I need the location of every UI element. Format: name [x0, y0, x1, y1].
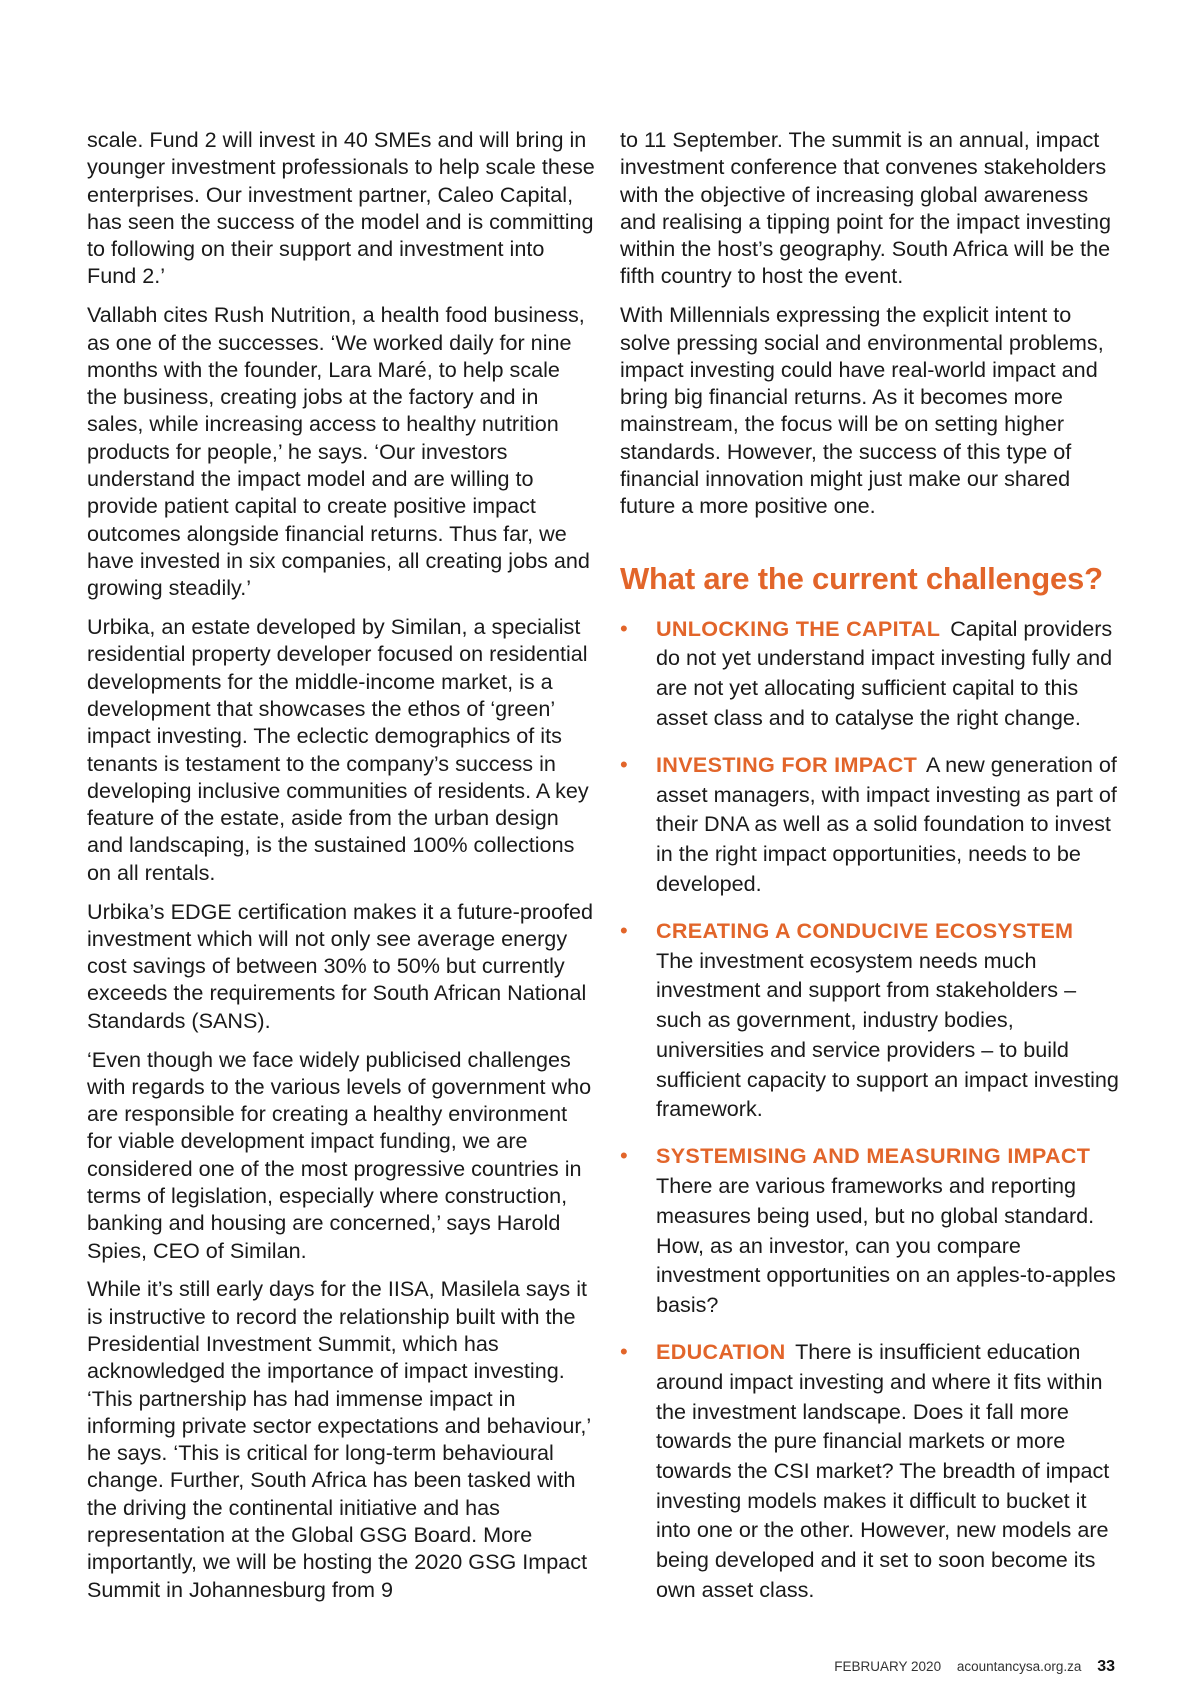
- challenge-keyword: UNLOCKING THE CAPITAL: [656, 615, 941, 641]
- paragraph-millennials: With Millennials expressing the explicit intent to solve pressing social and environmental problems, impact investing could have real-world impact and bring big financial returns. As it becomes more mainstream, the focus will be on setting higher standards. However, the success of this type of financial innovation might just make our shared future a more positive one.: [620, 302, 1104, 519]
- challenge-item-education: [620, 1337, 1120, 1604]
- challenges-heading: What are the current challenges?: [620, 560, 1103, 596]
- challenges-list: [620, 614, 1120, 1605]
- left-column: [87, 126, 595, 1614]
- challenge-text: There is insufficient education around impact investing and where it fits within the investment landscape. Does it fall more towards the pure financial markets or more towards the CSI market? The breadth of impact investing models makes it difficult to bucket it into one or the other. However, new models are being developed and it set to soon become its own asset class.: [656, 1339, 1110, 1602]
- page-number: 33: [1097, 1658, 1115, 1675]
- challenge-keyword: EDUCATION: [656, 1339, 786, 1365]
- paragraph-fund2: scale. Fund 2 will invest in 40 SMEs and will bring in younger investment professionals to help scale these enterprises. Our investment partner, Caleo Capital, has seen the success of the model and is committing to following on their support and investment into Fund 2.’: [87, 127, 595, 289]
- bullet-icon: •: [620, 751, 628, 777]
- bullet-icon: •: [620, 1143, 628, 1169]
- issue-date: FEBRUARY 2020: [834, 1659, 942, 1674]
- right-column: [620, 126, 1120, 1622]
- page-footer: [822, 1658, 1115, 1676]
- bullet-icon: •: [620, 917, 628, 943]
- challenge-keyword: CREATING A CONDUCIVE ECOSYSTEM: [656, 917, 1074, 943]
- website-link[interactable]: acountancysa.org.za: [956, 1659, 1082, 1674]
- challenge-item-investing-for-impact: [620, 750, 1120, 899]
- challenge-item-conducive-ecosystem: [620, 916, 1120, 1124]
- paragraph-iisa-summit: While it’s still early days for the IISA, Masilela says it is instructive to record the relationship built with the Presidential Investment Summit, which has acknowledged the importance of impact investing. ‘This partnership has had immense impact in informing private sector expectations and behaviour,’ he says. ‘This is critical for long-term behavioural change. Further, South Africa has been tasked with the driving the continental initiative and has representation at the Global GSG Board. More importantly, we will be hosting the 2020 GSG Impact Summit in Johannesburg from 9: [87, 1276, 591, 1602]
- paragraph-urbika: Urbika, an estate developed by Similan, a specialist residential property developer focused on residential developments for the middle-income market, is a development that showcases the ethos of ‘green’ impact investing. The eclectic demographics of its tenants is testament to the company’s success in developing inclusive communities of residents. A key feature of the estate, aside from the urban design and landscaping, is the sustained 100% collections on all rentals.: [87, 614, 589, 885]
- challenge-text: The investment ecosystem needs much investment and support from stakeholders – such as government, industry bodies, universities and service providers – to build sufficient capacity to support an impact investing framework.: [656, 947, 1119, 1122]
- bullet-icon: •: [620, 1339, 628, 1365]
- challenge-keyword: SYSTEMISING AND MEASURING IMPACT: [656, 1143, 1091, 1169]
- challenge-text: A new generation of asset managers, with impact investing as part of their DNA as well as a solid foundation to invest in the right impact opportunities, needs to be developed.: [656, 751, 1117, 896]
- paragraph-harold-spies-quote: ‘Even though we face widely publicised challenges with regards to the various levels of government who are responsible for creating a healthy environment for viable development impact funding, we are considered one of the most progressive countries in terms of legislation, especially where construction, banking and housing are concerned,’ says Harold Spies, CEO of Similan.: [87, 1046, 592, 1263]
- paragraph-rush-nutrition: Vallabh cites Rush Nutrition, a health food business, as one of the successes. ‘We worked daily for nine months with the founder, Lara Maré, to help scale the business, creating jobs at the factory and in sales, while increasing access to healthy nutrition products for people,’ he says. ‘Our investors understand the impact model and are willing to provide patient capital to create positive impact outcomes alongside financial returns. Thus far, we have invested in six companies, all creating jobs and growing steadily.’: [87, 302, 590, 601]
- challenge-text: Capital providers do not yet understand impact investing fully and are not yet allocating sufficient capital to this asset class and to catalyse the right change.: [656, 615, 1113, 730]
- bullet-icon: •: [620, 615, 628, 641]
- challenge-keyword: INVESTING FOR IMPACT: [656, 751, 918, 777]
- challenge-item-unlocking-capital: [620, 614, 1120, 733]
- paragraph-gsg-summit: to 11 September. The summit is an annual, impact investment conference that convenes stakeholders with the objective of increasing global awareness and realising a tipping point for the impact investing within the host’s geography. South Africa will be the fifth country to host the event.: [620, 127, 1111, 289]
- challenge-text: There are various frameworks and reporting measures being used, but no global standard. How, as an investor, can you compare investment opportunities on an apples-to-apples basis?: [656, 1173, 1116, 1317]
- challenge-item-systemising-measuring: [620, 1141, 1120, 1319]
- paragraph-edge-certification: Urbika’s EDGE certification makes it a future-proofed investment which will not only see average energy cost savings of between 30% to 50% but currently exceeds the requirements for South African National Standards (SANS).: [87, 898, 594, 1033]
